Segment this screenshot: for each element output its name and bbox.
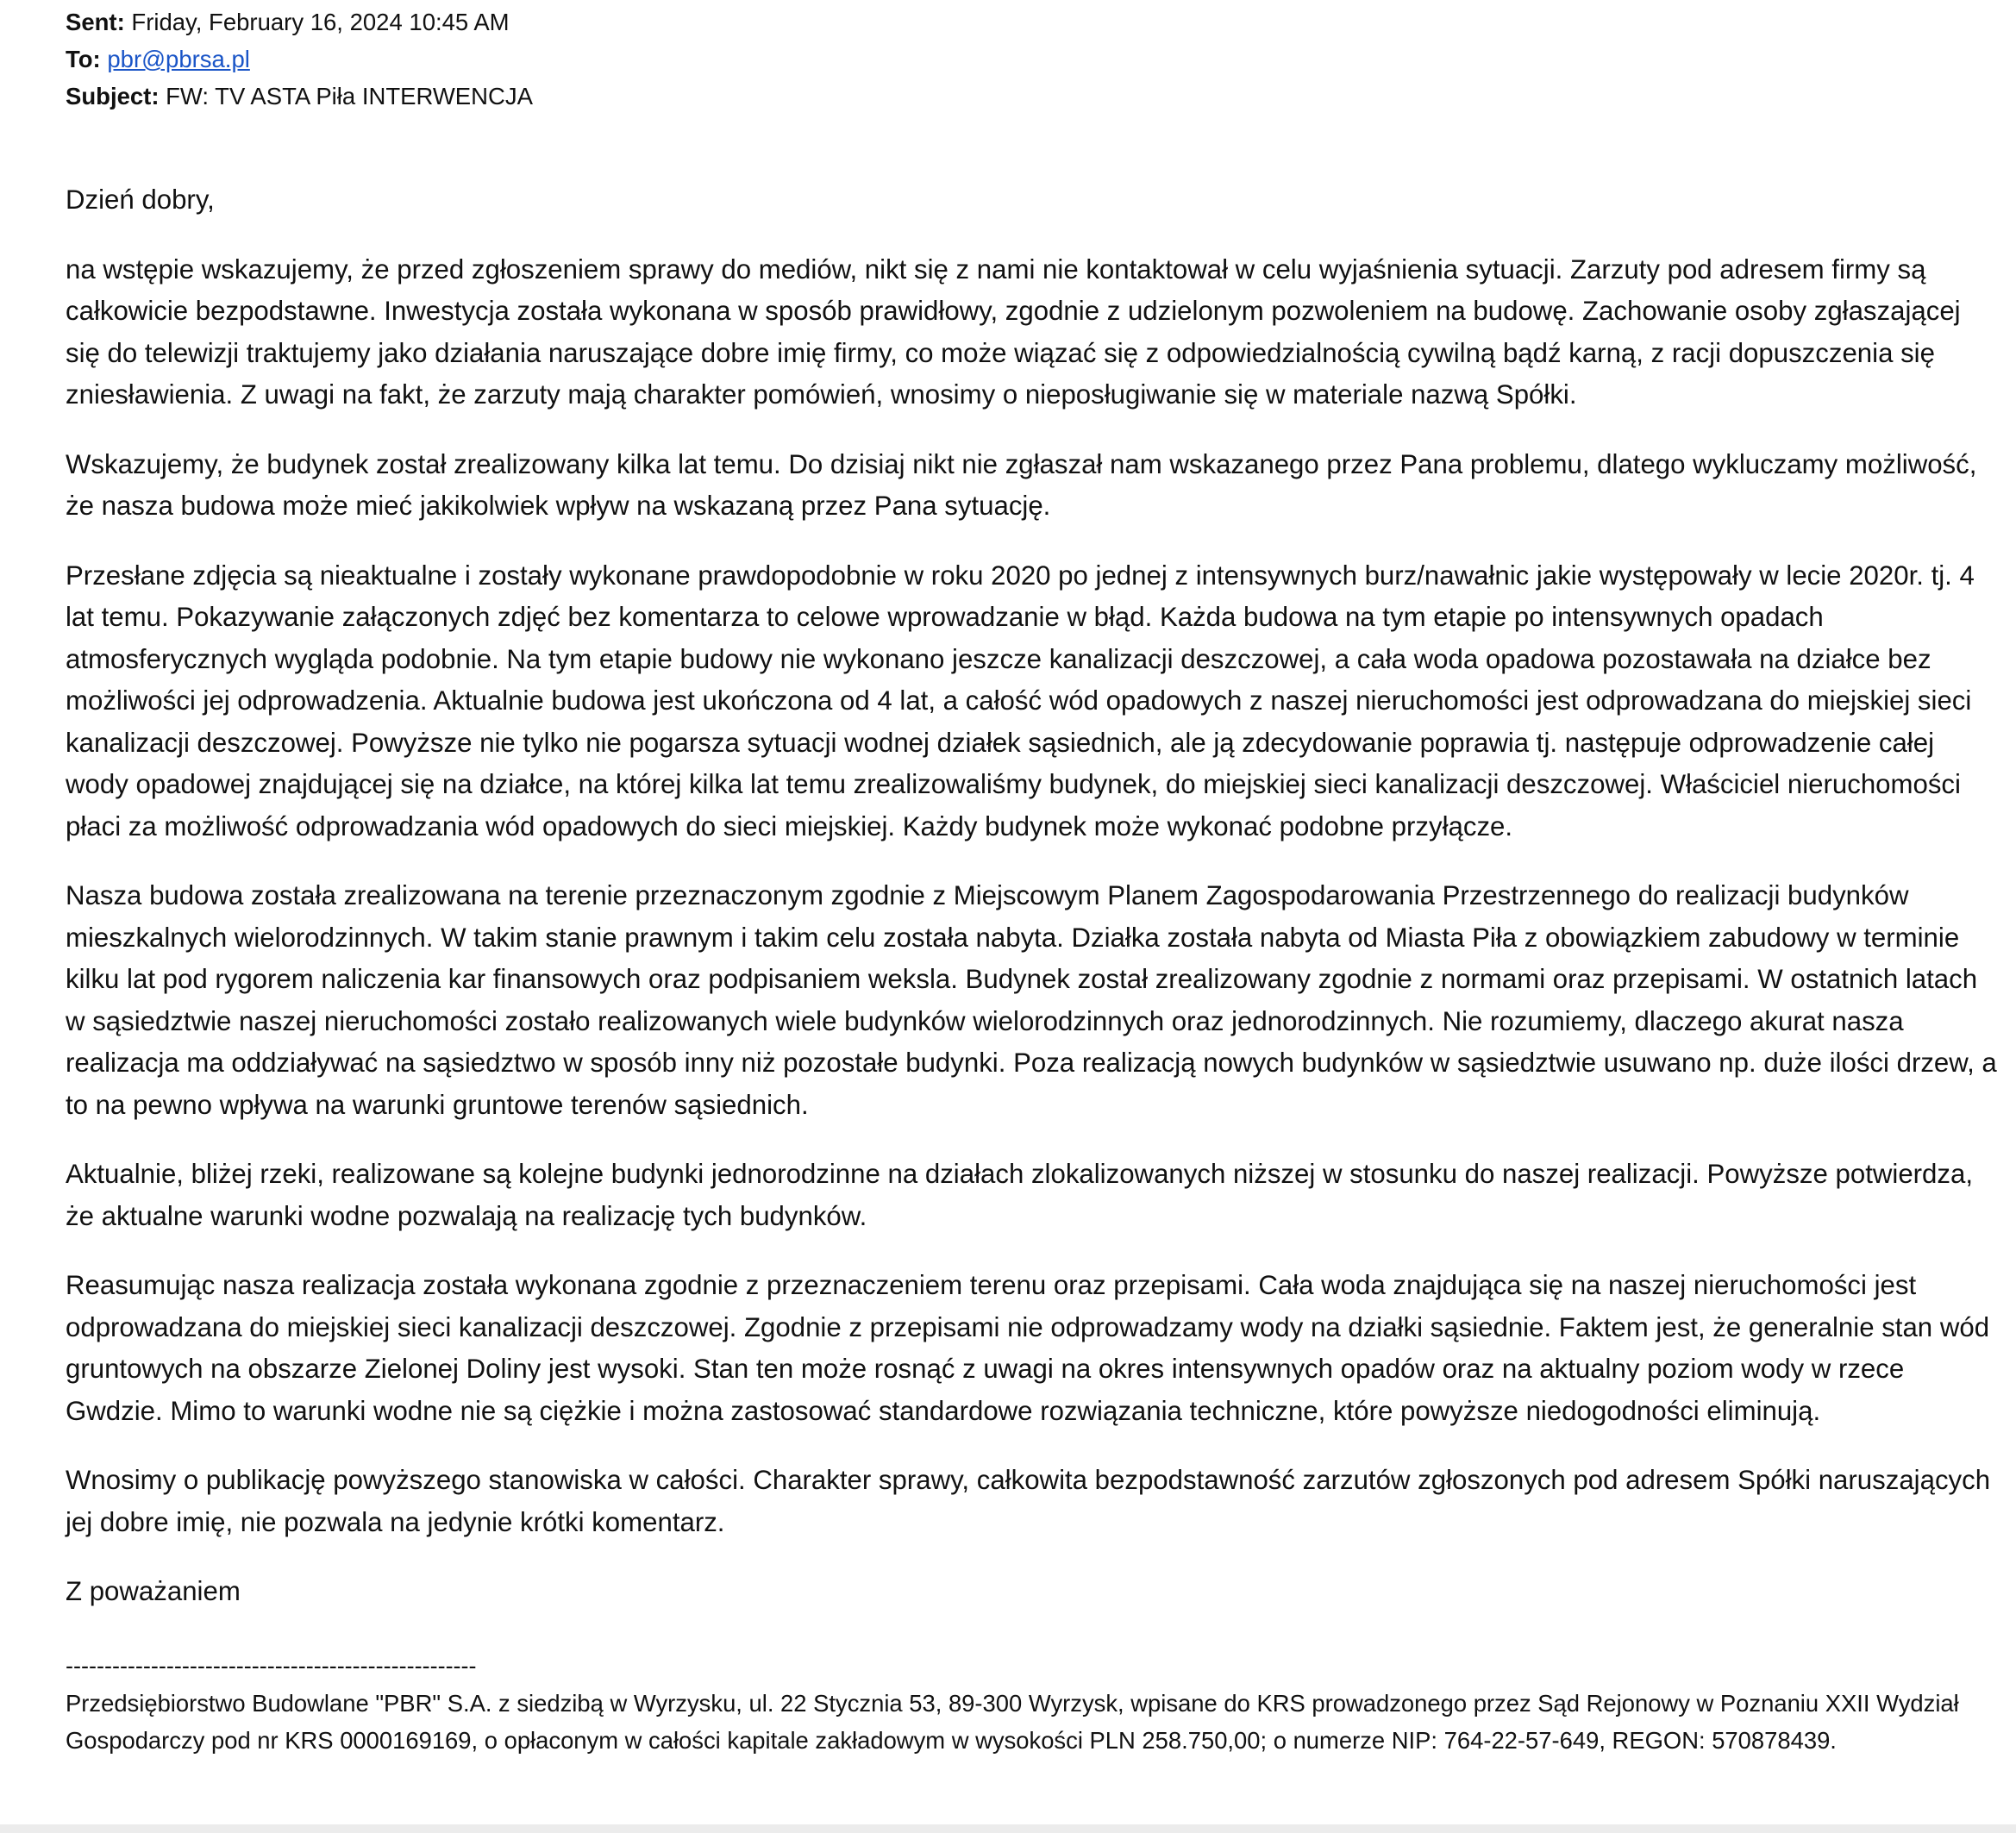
body-paragraph-4: Nasza budowa została zrealizowana na terenie przeznaczonym zgodnie z Miejscowym Planem Zagospodarowania Przestrzennego do realizacji budynków mieszkalnych wielorodzinnych. W takim stanie prawnym i takim celu została nabyta. Działka została nabyta od Miasta Piła z obowiązkiem zabudowy w terminie kilku lat pod rygorem naliczenia kar finansowych oraz podpisaniem weksla. Budynek został zrealizowany zgodnie z normami oraz przepisami. W ostatnich latach w sąsiedztwie naszej nieruchomości zostało realizowanych wiele budynków wielorodzinnych oraz jednorodzinnych. Nie rozumiemy, dlaczego akurat nasza realizacja ma oddziaływać na sąsiedztwo w sposób inny niż pozostałe budynki. Poza realizacją nowych budynków w sąsiedztwie usuwano np. duże ilości drzew, a to na pewno wpływa na warunki gruntowe terenów sąsiednich.	[66, 880, 1997, 1120]
email-body	[66, 179, 1997, 1641]
sent-value: Friday, February 16, 2024 10:45 AM	[131, 9, 510, 35]
subject-label: Subject:	[66, 83, 160, 109]
body-paragraph-5: Aktualnie, bliżej rzeki, realizowane są kolejne budynki jednorodzinne na działach zlokalizowanych niższej w stosunku do naszej realizacji. Powyższe potwierdza, że aktualne warunki wodne pozwalają na realizację tych budynków.	[66, 1159, 1973, 1231]
body-paragraph-1: na wstępie wskazujemy, że przed zgłoszeniem sprawy do mediów, nikt się z nami nie kontaktował w celu wyjaśnienia sytuacji. Zarzuty pod adresem firmy są całkowicie bezpodstawne. Inwestycja została wykonana w sposób prawidłowy, zgodnie z udzielonym pozwoleniem na budowę. Zachowanie osoby zgłaszającej się do telewizji traktujemy jako działania naruszające dobre imię firmy, co może wiązać się z odpowiedzialnością cywilną bądź karną, z racji dopuszczenia się zniesławienia. Z uwagi na fakt, że zarzuty mają charakter pomówień, wnosimy o nieposługiwanie się w materiale nazwą Spółki.	[66, 253, 1961, 410]
greeting: Dzień dobry,	[66, 185, 215, 215]
subject-row	[66, 78, 1963, 115]
subject-value: FW: TV ASTA Piła INTERWENCJA	[166, 83, 533, 109]
closing: Z poważaniem	[66, 1576, 241, 1606]
company-footer: Przedsiębiorstwo Budowlane "PBR" S.A. z siedzibą w Wyrzysku, ul. 22 Stycznia 53, 89-300 Wyrzysk, wpisane do KRS prowadzonego przez Sąd Rejonowy w Poznaniu XXII Wydział Gospodarczy pod nr KRS 0000169169, o opłaconym w całości kapitale zakładowym w wysokości PLN 258.750,00; o numerze NIP: 764-22-57-649, REGON: 570878439.	[66, 1690, 1959, 1754]
body-paragraph-2: Wskazujemy, że budynek został zrealizowany kilka lat temu. Do dzisiaj nikt nie zgłaszał nam wskazanego przez Pana problemu, dlatego wykluczamy możliwość, że nasza budowa może mieć jakikolwiek wpływ na wskazaną przez Pana sytuację.	[66, 448, 1977, 521]
window-bottom-edge	[0, 1824, 2016, 1833]
email-header	[66, 3, 1963, 115]
body-paragraph-3: Przesłane zdjęcia są nieaktualne i zostały wykonane prawdopodobnie w roku 2020 po jednej z intensywnych burz/nawałnic jakie występowały w lecie 2020r. tj. 4 lat temu. Pokazywanie załączonych zdjęć bez komentarza to celowe wprowadzanie w błąd. Każda budowa na tym etapie po intensywnych opadach atmosferycznych wygląda podobnie. Na tym etapie budowy nie wykonano jeszcze kanalizacji deszczowej, a cała woda opadowa pozostawała na działce bez możliwości jej odprowadzenia. Aktualnie budowa jest ukończona od 4 lat, a całość wód opadowych z naszej nieruchomości jest odprowadzana do miejskiej sieci kanalizacji deszczowej. Powyższe nie tylko nie pogarsza sytuacji wodnej działek sąsiednich, ale ją zdecydowanie poprawia tj. następuje odprowadzenie całej wody opadowej znajdującej się na działce, na której kilka lat temu zrealizowaliśmy budynek, do miejskiej sieci kanalizacji deszczowej. Właściciel nieruchomości płaci za możliwość odprowadzania wód opadowych do sieci miejskiej. Każdy budynek może wykonać podobne przyłącze.	[66, 560, 1975, 841]
recipient-email-link[interactable]: pbr@pbrsa.pl	[107, 46, 250, 72]
body-paragraph-6: Reasumując nasza realizacja została wykonana zgodnie z przeznaczeniem terenu oraz przepisami. Cała woda znajdująca się na naszej nieruchomości jest odprowadzana do miejskiej sieci kanalizacji deszczowej. Zgodnie z przepisami nie odprowadzamy wody na działki sąsiednie. Faktem jest, że generalnie stan wód gruntowych na obszarze Zielonej Doliny jest wysoki. Stan ten może rosnąć z uwagi na okres intensywnych opadów oraz na aktualny poziom wody w rzece Gwdzie. Mimo to warunki wodne nie są ciężkie i można zastosować standardowe rozwiązania techniczne, które powyższe niedogodności eliminują.	[66, 1270, 1990, 1426]
signature-separator: -----------------------------------------------------	[66, 1653, 477, 1679]
to-label: To:	[66, 46, 101, 72]
sent-row	[66, 3, 1963, 41]
body-paragraph-7: Wnosimy o publikację powyższego stanowiska w całości. Charakter sprawy, całkowita bezpodstawność zarzutów zgłoszonych pod adresem Spółki naruszających jej dobre imię, nie pozwala na jedynie krótki komentarz.	[66, 1465, 1991, 1537]
to-row	[66, 41, 1963, 78]
sent-label: Sent:	[66, 9, 125, 35]
